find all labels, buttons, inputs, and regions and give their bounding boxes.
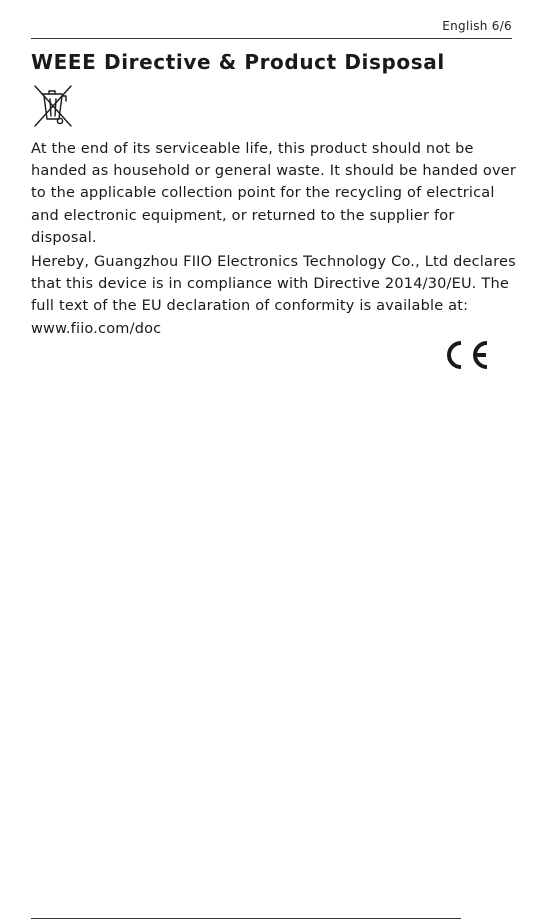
ce-mark-icon xyxy=(441,338,493,372)
disposal-paragraph: At the end of its serviceable life, this product should not be handed as household or general waste. It should be handed over to the applicable collection point for the recycling of electrical and electronic equipment, or returned to the supplier for disposal. xyxy=(31,141,517,246)
page-header xyxy=(31,18,512,39)
footer-rule xyxy=(31,918,461,919)
declaration-paragraph: Hereby, Guangzhou FIIO Electronics Technology Co., Ltd declares that this device is in compliance with Directive 2014/30/EU. The full text of the EU declaration of conformity is available at: www.fiio.com/doc xyxy=(31,254,516,337)
page-title: WEEE Directive & Product Disposal xyxy=(31,50,445,74)
crossed-out-wheelie-bin-icon xyxy=(31,83,75,129)
page-label: English 6/6 xyxy=(442,19,512,33)
